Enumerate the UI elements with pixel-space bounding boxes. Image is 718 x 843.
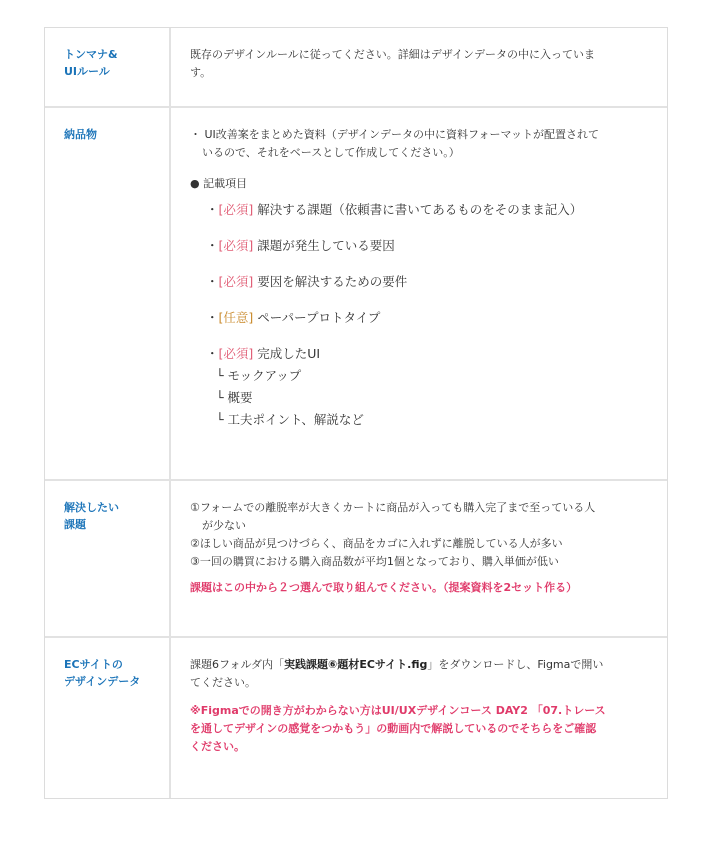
row-tone-manner (45, 28, 667, 108)
label-line: 解決したい (64, 501, 119, 514)
label-line: 納品物 (64, 128, 97, 141)
text-segment: 課題6フォルダ内「 (190, 658, 285, 671)
row-content (171, 481, 667, 636)
bullet: ・ (206, 238, 219, 253)
row-label (45, 481, 171, 636)
item-text: ペーパープロトタイプ (253, 310, 381, 325)
requirements-table (44, 27, 668, 799)
list-item (206, 200, 653, 220)
bullet: ・ (206, 310, 219, 325)
row-label (45, 28, 171, 106)
row-content (171, 108, 667, 479)
item-text: 要因を解決するための要件 (253, 274, 408, 289)
note-line: ください。 (190, 740, 245, 753)
issue-note: 課題はこの中から２つ選んで取り組んでください。（提案資料を2セット作る） (190, 581, 578, 594)
text-segment: 」をダウンロードし、Figmaで開い (427, 658, 604, 671)
list-item (206, 344, 653, 364)
sub-item: └ 概要 (216, 390, 253, 405)
intro-line: ・ UI改善案をまとめた資料（デザインデータの中に資料フォーマットが配置されて (190, 128, 600, 141)
download-instruction (190, 656, 653, 674)
required-tag: [必須] (218, 346, 254, 361)
required-tag: [必須] (218, 274, 254, 289)
issue-line: が少ない (202, 519, 246, 532)
issue-line: ③一回の購買における購入商品数が平均1個となっており、購入単価が低い (190, 555, 559, 568)
label-line: 課題 (64, 518, 86, 531)
label-line: デザインデータ (64, 675, 141, 688)
row-content (171, 638, 667, 798)
section-heading: ● 記載項目 (190, 177, 248, 190)
item-list (190, 200, 653, 430)
list-item (206, 308, 653, 328)
required-tag: [必須] (218, 238, 254, 253)
row-content (171, 28, 667, 106)
list-item (206, 272, 653, 292)
row-issues (45, 481, 667, 638)
label-line: ECサイトの (64, 658, 123, 671)
list-item (206, 236, 653, 256)
label-line: トンマナ& (64, 48, 118, 61)
content-line: 既存のデザインルールに従ってください。詳細はデザインデータの中に入っていま (190, 48, 595, 61)
row-label (45, 108, 171, 479)
note-line: を通してデザインの感覚をつかもう」の動画内で解説しているのでそちらをご確認 (190, 722, 597, 735)
label-line: UIルール (64, 65, 110, 78)
bullet: ・ (206, 274, 219, 289)
item-text: 完成したUI (253, 346, 321, 361)
sub-item: └ モックアップ (216, 368, 302, 383)
required-tag: [必須] (218, 202, 254, 217)
content-line: す。 (190, 66, 212, 79)
sub-item-list (206, 366, 653, 430)
bullet: ・ (206, 346, 219, 361)
row-deliverables (45, 108, 667, 481)
intro-line: いるので、それをベースとして作成してください。） (202, 146, 460, 159)
file-name: 実践課題⑥題材ECサイト.fig (284, 658, 428, 671)
content-line: てください。 (190, 676, 256, 689)
bullet: ・ (206, 202, 219, 217)
item-text: 解決する課題（依頼書に書いてあるものをそのまま記入） (253, 202, 583, 217)
item-text: 課題が発生している要因 (253, 238, 395, 253)
issue-line: ②ほしい商品が見つけづらく、商品をカゴに入れずに離脱している人が多い (190, 537, 563, 550)
sub-item: └ 工夫ポイント、解説など (216, 412, 364, 427)
row-design-data (45, 638, 667, 798)
optional-tag: [任意] (218, 310, 254, 325)
row-label (45, 638, 171, 798)
issue-line: ①フォームでの離脱率が大きくカートに商品が入っても購入完了まで至っている人 (190, 501, 596, 514)
note-line: ※Figmaでの開き方がわからない方はUI/UXデザインコース DAY2 「07.トレース (190, 704, 606, 717)
